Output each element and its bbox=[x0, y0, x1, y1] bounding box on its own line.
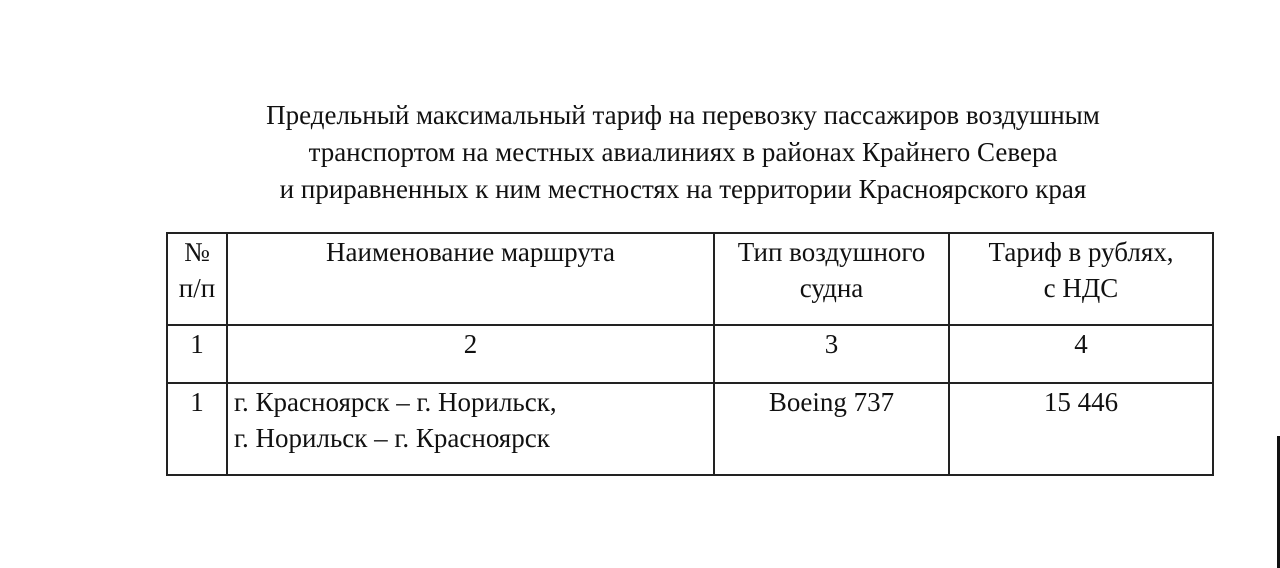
row-route-line-1: г. Красноярск – г. Норильск, bbox=[234, 387, 557, 417]
header-aircraft-line-2: судна bbox=[799, 273, 864, 303]
header-tariff-line-1: Тариф в рублях, bbox=[988, 237, 1174, 267]
title-line-2: транспортом на местных авиалиниях в районах Крайнего Севера bbox=[308, 137, 1058, 167]
column-index-row bbox=[167, 325, 1213, 383]
tariff-table bbox=[166, 232, 1214, 476]
header-num-line-1: № bbox=[184, 237, 210, 267]
column-index-4: 4 bbox=[949, 325, 1213, 383]
row-tariff: 15 446 bbox=[949, 383, 1213, 475]
header-aircraft bbox=[714, 233, 949, 325]
row-aircraft: Boeing 737 bbox=[714, 383, 949, 475]
header-route bbox=[227, 233, 714, 325]
row-route-line-2: г. Норильск – г. Красноярск bbox=[234, 423, 550, 453]
header-num bbox=[167, 233, 227, 325]
header-tariff bbox=[949, 233, 1213, 325]
column-index-2: 2 bbox=[227, 325, 714, 383]
title-line-3: и приравненных к ним местностях на территории Красноярского края bbox=[279, 174, 1087, 204]
column-index-3: 3 bbox=[714, 325, 949, 383]
title-line-1: Предельный максимальный тариф на перевозку пассажиров воздушным bbox=[266, 100, 1100, 130]
row-route bbox=[227, 383, 714, 475]
header-route-line-1: Наименование маршрута bbox=[326, 237, 615, 267]
header-aircraft-line-1: Тип воздушного bbox=[737, 237, 926, 267]
column-index-1: 1 bbox=[167, 325, 227, 383]
table-header-row bbox=[167, 233, 1213, 325]
row-num: 1 bbox=[167, 383, 227, 475]
header-tariff-line-2: с НДС bbox=[1043, 273, 1119, 303]
table-row bbox=[167, 383, 1213, 475]
document-title bbox=[0, 97, 1280, 208]
header-num-line-2: п/п bbox=[178, 273, 216, 303]
